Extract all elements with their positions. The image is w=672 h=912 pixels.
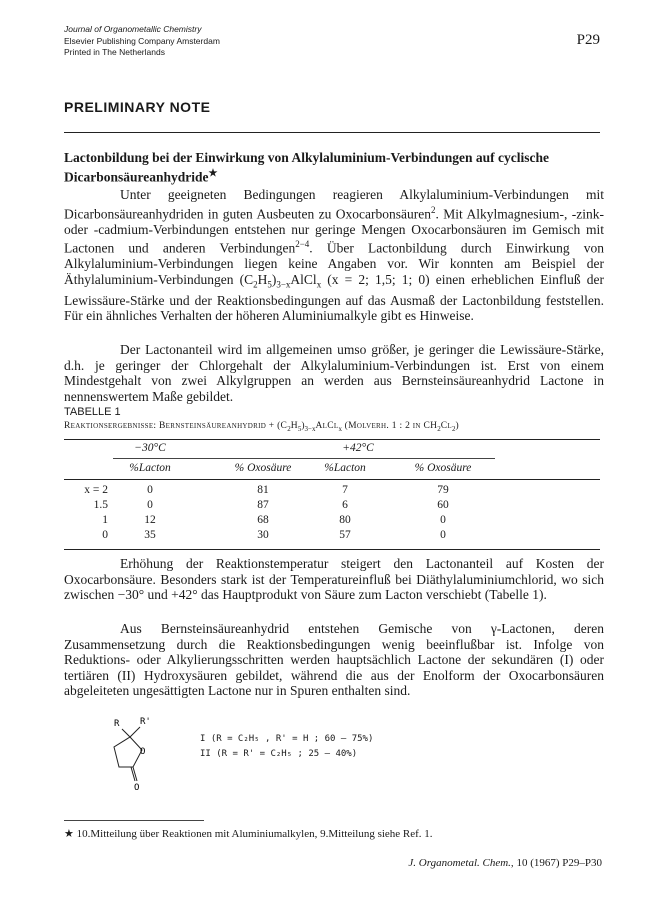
col-header-3: %Lacton [324, 462, 366, 474]
footnote-text: 10.Mitteilung über Reaktionen mit Aluminiumalkylen, 9.Mitteilung siehe Ref. 1. [76, 828, 433, 840]
paragraph-3 [64, 556, 604, 603]
table-cell: 0 [147, 484, 153, 496]
table-cell: 81 [257, 484, 269, 496]
p1-text-c: . Über Lactonbildung durch Einwirkung von Alkylaluminium-Verbindungen liegen keine Angaben vor. Wir konnten am Beispiel der Äthylaluminium-Verbindungen (C [64, 240, 605, 287]
p1-text-b: . Mit Alkylmagnesium-, -zink- oder -cadmium-Verbindungen entstehen nur geringe Mengen Oxocarbonsäuren im Gemisch mit Lactonen und anderen Verbindungen [64, 206, 604, 256]
p1-text-e: AlCl [290, 271, 317, 287]
structure-legend-2: II (R = R' = C₂H₅ ; 25 – 40%) [200, 749, 358, 759]
col-header-4: % Oxosäure [414, 462, 472, 474]
table-row-label: x = 2 [84, 484, 108, 496]
section-label: PRELIMINARY NOTE [64, 99, 211, 115]
table-cell: 68 [257, 514, 269, 526]
temp-header-1: −30°C [134, 442, 166, 454]
article-title [64, 150, 604, 186]
table-caption: Reaktionsergebnisse: Bernsteinsäureanhydrid + $(C_2H_5)_{3-x}AlCl_x$ (Molverh. 1 : 2 in $CH_2Cl_2$) [64, 421, 459, 433]
footnote-mark: ★ [64, 828, 74, 840]
svg-text:O: O [140, 747, 146, 757]
p1-sub-5: 5 [267, 279, 272, 290]
journal-header [64, 24, 220, 59]
table-mid-rule [64, 479, 600, 480]
title-text: Lactonbildung bei der Einwirkung von Alkylaluminium-Verbindungen auf cyclische Dicarbonsäureanhydride [64, 150, 549, 185]
structure-r-label: R [114, 719, 120, 729]
table-cell: 12 [144, 514, 156, 526]
structure-legend-1: I (R = C₂H₅ , R' = H ; 60 – 75%) [200, 734, 374, 744]
svg-text:O: O [134, 783, 140, 793]
publisher-line: Elsevier Publishing Company Amsterdam [64, 35, 220, 46]
caption-a: Reaktionsergebnisse: Bernsteinsäureanhydrid + (C [64, 421, 288, 431]
table-cell: 0 [440, 514, 446, 526]
p1-ref-b: 2−4 [295, 239, 310, 249]
caption-c: AlCl [315, 421, 339, 431]
lactone-structure-diagram [100, 715, 210, 795]
p1-text-f: (x = 2; 1,5; 1; 0) einen erheblichen Einfluß der Lewissäure-Stärke und der Reaktionsbedingungen auf das Ausmaß der Lactonbildung feststellen. Für ein ähnliches Verhalten der höheren Aluminiumalkyle gibt es Hinweise. [64, 271, 604, 324]
paragraph-2 [64, 342, 604, 404]
table-row-label: 0 [102, 529, 108, 541]
col-header-2: % Oxosäure [234, 462, 292, 474]
caption-b: H [290, 421, 298, 431]
journal-name: Journal of Organometallic Chemistry [64, 24, 202, 34]
footnote-rule [64, 820, 204, 821]
table-cell: 80 [339, 514, 351, 526]
table-row-label: 1.5 [93, 499, 108, 511]
table-cell: 60 [437, 499, 449, 511]
table-cell: 87 [257, 499, 269, 511]
paragraph-4 [64, 621, 604, 699]
p1-text-a: Unter geeigneten Bedingungen reagieren Alkylaluminium-Verbindungen mit Dicarbonsäureanhydriden in guten Ausbeuten zu Oxocarbonsäuren [64, 187, 604, 221]
caption-e: Cl [440, 421, 452, 431]
citation-details: 10 (1967) P29–P30 [516, 857, 602, 869]
paragraph-1: Unter geeigneten Bedingungen reagieren Alkylaluminium-Verbindungen mit Dicarbonsäureanhydriden in guten Ausbeuten zu Oxocarbonsäuren$^2$. Mit Alkylmagnesium-, -zink- oder -cadmium-Verbindungen entstehen nur geringe Mengen Oxocarbonsäuren im Gemisch mit Lactonen und anderen Verbindungen$^{2-4}$. Über Lactonbildung durch Einwirkung von Alkylaluminium-Verbindungen liegen keine Angaben vor. Wir konnten am Beispiel der Äthylaluminium-Verbindungen $(C_2H_5)_{3-x}AlCl_x$ (x = 2; 1,5; 1; 0) einen erheblichen Einfluß der Lewissäure-Stärke und der Reaktionsbedingungen auf das Ausmaß der Lactonbildung feststellen. Für ein ähnliches Verhalten der höheren Aluminiumalkyle gibt es Hinweise. [64, 187, 605, 324]
caption-d: (Molverh. 1 : 2 in CH [341, 421, 438, 431]
col-header-1: %Lacton [129, 462, 171, 474]
p4-text: Aus Bernsteinsäureanhydrid entstehen Gemische von γ-Lactonen, deren Zusammensetzung durch die Reaktionsbedingungen wenig beeinflußbar ist. Infolge von Reduktions- oder Alkylierungsschritten werden hauptsächlich Lactone der sekundären (I) oder tertiären (II) Hydroxysäuren gebildet, während die aus der Enolform der Oxocarbonsäuren abgeleiteten ungesättigten Lactone nur in Spuren enthalten sind. [64, 621, 604, 698]
table-cell: 30 [257, 529, 269, 541]
table-cell: 79 [437, 484, 449, 496]
p1-sub-2: 2 [253, 279, 258, 290]
temp-underline-1 [113, 458, 310, 459]
table-cell: 35 [144, 529, 156, 541]
table-cell: 7 [342, 484, 348, 496]
table-cell: 0 [440, 529, 446, 541]
temp-underline-2 [305, 458, 495, 459]
table-cell: 57 [339, 529, 351, 541]
table-top-rule [64, 439, 600, 440]
footnote [64, 827, 433, 840]
p1-ref-a: 2 [431, 204, 436, 215]
p2-text: Der Lactonanteil wird im allgemeinen umso größer, je geringer die Lewissäure-Stärke, d.h. je geringer der Chlorgehalt der Alkylaluminium-Verbindungen ist. Erst von einem Mindestgehalt von zwei Alkylgruppen an werden aus Bernsteinsäureanhydrid Lactone in nennenswertem Maße gebildet. [64, 342, 604, 404]
table-cell: 0 [147, 499, 153, 511]
top-rule [64, 132, 600, 133]
p3-text: Erhöhung der Reaktionstemperatur steigert den Lactonanteil auf Kosten der Oxocarbonsäure. Besonders stark ist der Temperatureinfluß bei Diäthylaluminiumchlorid, wo sich zwischen −30° und +42° das Hauptprodukt von Säure zum Lacton verschiebt (Tabelle 1). [64, 556, 604, 602]
temp-header-2: +42°C [342, 442, 374, 454]
p1-text-d: H [257, 271, 268, 287]
table-cell: 6 [342, 499, 348, 511]
table-label: TABELLE 1 [64, 406, 121, 418]
printed-line: Printed in The Netherlands [64, 47, 165, 57]
caption-f: ) [455, 421, 459, 431]
structure-rprime-label: R' [140, 717, 151, 727]
page-number: P29 [576, 32, 600, 48]
table-row-label: 1 [102, 514, 108, 526]
p1-sub-3x: 3−x [276, 279, 291, 290]
title-footnote-mark: ★ [208, 168, 218, 179]
journal-citation [408, 857, 602, 869]
table-bottom-rule [64, 549, 600, 550]
citation-journal: J. Organometal. Chem., [408, 857, 514, 869]
p1-sub-x: x [316, 279, 322, 290]
